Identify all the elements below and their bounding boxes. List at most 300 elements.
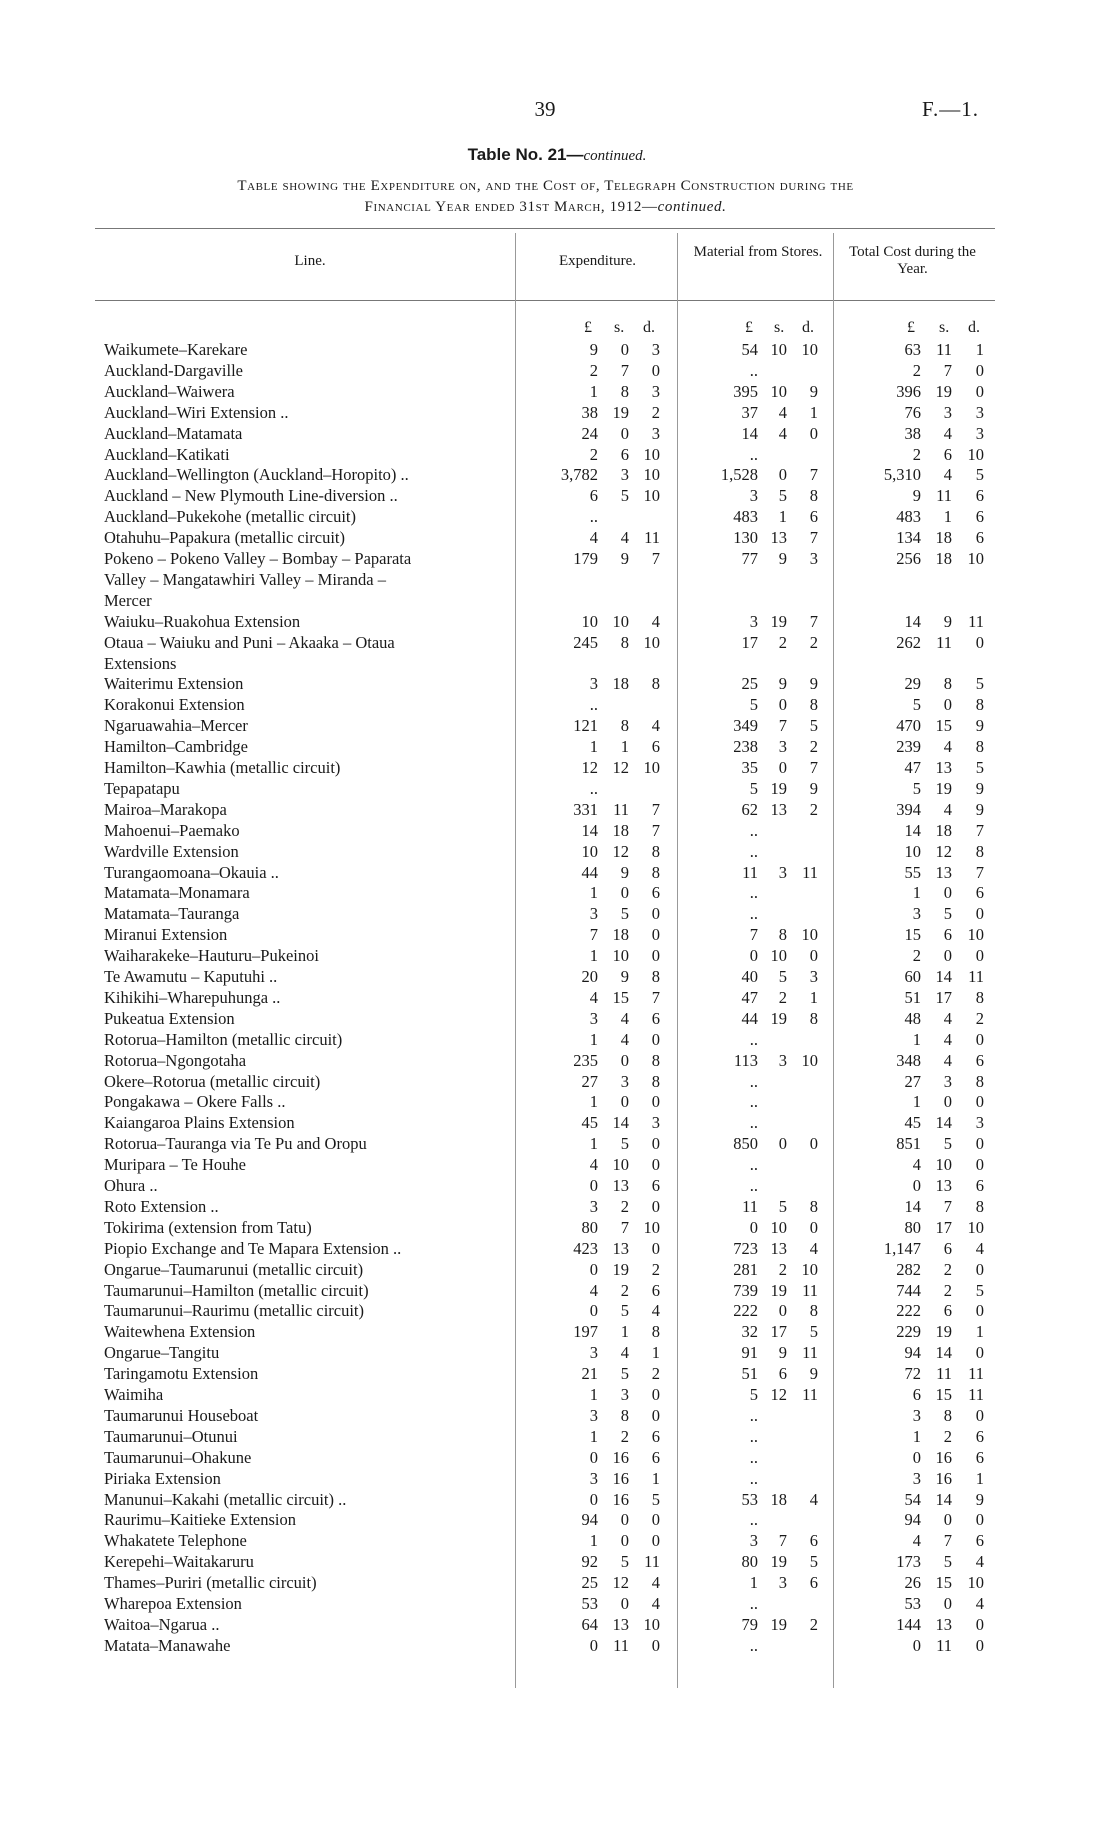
mat-shillings: 9	[778, 674, 787, 694]
exp-pence: 0	[651, 1134, 660, 1154]
exp-shillings: 4	[620, 1008, 629, 1028]
tot-pence: 2	[975, 1008, 984, 1028]
tot-shillings: 4	[943, 737, 952, 757]
line-name: Taumarunui–Raurimu (metallic circuit)	[104, 1301, 365, 1321]
line-name: Ongarue–Taumarunui (metallic circuit)	[104, 1259, 364, 1279]
line-name: Piopio Exchange and Te Mapara Extension ..	[104, 1238, 402, 1258]
exp-shillings: 0	[620, 1050, 629, 1070]
tot-pence: 1	[975, 1468, 984, 1488]
mat-pence: 9	[809, 778, 818, 798]
mat-pounds: 54	[741, 340, 758, 359]
unit-pound-exp: £	[584, 319, 592, 336]
exp-shillings: 16	[612, 1447, 629, 1467]
tot-shillings: 6	[943, 1238, 952, 1258]
mat-pence: 11	[802, 1343, 818, 1363]
tot-pence: 8	[975, 1071, 984, 1091]
exp-shillings: 15	[612, 987, 629, 1007]
table-row	[0, 1510, 1114, 1530]
tot-shillings: 14	[935, 1113, 952, 1133]
exp-pounds: 331	[573, 799, 598, 819]
mat-shillings: 7	[778, 1531, 787, 1551]
tot-shillings: 4	[943, 423, 952, 443]
exp-pounds: 3	[589, 674, 598, 694]
exp-pence: 11	[644, 528, 660, 548]
tot-pounds: 29	[904, 674, 921, 694]
tot-pence: 9	[975, 799, 984, 819]
tot-shillings: 5	[943, 1134, 952, 1154]
mat-pence: 5	[809, 716, 818, 736]
table-row	[0, 1322, 1114, 1342]
mat-pounds: 37	[741, 402, 758, 422]
tot-pence: 0	[975, 632, 984, 652]
mat-pounds: 32	[741, 1322, 758, 1342]
tot-pounds: 470	[896, 716, 921, 736]
exp-shillings: 5	[620, 904, 629, 924]
exp-shillings: 0	[620, 883, 629, 903]
exp-pounds: 121	[573, 716, 598, 736]
tot-shillings: 2	[943, 1426, 952, 1446]
mat-shillings: 5	[778, 486, 787, 506]
tot-pounds: 348	[896, 1050, 921, 1070]
table-row	[0, 842, 1114, 862]
tot-shillings: 9	[943, 611, 952, 631]
tot-pence: 10	[967, 925, 984, 945]
table-row	[0, 465, 1114, 485]
exp-shillings: 8	[620, 1405, 629, 1425]
tot-pounds: 76	[904, 402, 921, 422]
tot-shillings: 10	[935, 1155, 952, 1175]
line-name: Te Awamutu – Kaputuhi ..	[104, 967, 278, 986]
tot-pounds: 27	[904, 1071, 921, 1091]
mat-pounds: 238	[733, 737, 758, 757]
tot-pence: 0	[975, 1155, 984, 1175]
table-row	[0, 988, 1114, 1008]
exp-pounds: 44	[581, 862, 598, 882]
mat-shillings: 19	[770, 1552, 787, 1572]
tot-pounds: 134	[896, 528, 921, 548]
tot-pence: 8	[975, 1196, 984, 1216]
mat-pence: 11	[802, 1280, 818, 1300]
column-header-expenditure: Expenditure.	[558, 253, 637, 269]
exp-pounds: 45	[581, 1113, 598, 1133]
mat-pounds: 17	[741, 632, 758, 652]
mat-pounds: 5	[749, 1385, 758, 1404]
mat-shillings: 19	[770, 611, 787, 631]
tot-pounds: 744	[896, 1280, 921, 1300]
exp-pence: 0	[651, 904, 660, 924]
mat-shillings: 3	[778, 1050, 787, 1070]
tot-shillings: 19	[935, 381, 952, 401]
line-name: Valley – Mangatawhiri Valley – Miranda –	[104, 569, 386, 589]
mat-shillings: 0	[778, 465, 787, 485]
exp-pounds: ..	[589, 778, 598, 798]
tot-shillings: 4	[943, 1050, 952, 1070]
column-header-total: Total Cost during the Year.	[849, 244, 976, 277]
tot-shillings: 11	[936, 1364, 952, 1384]
mat-pounds: 5	[749, 695, 758, 715]
caption-line-2: Financial Year ended 31st March, 1912—continued.	[364, 199, 727, 215]
mat-pounds: 850	[733, 1134, 758, 1154]
line-name: Wardville Extension	[104, 841, 239, 861]
mat-shillings: 4	[778, 423, 787, 443]
exp-pence: 10	[643, 444, 660, 464]
mat-shillings: 1	[778, 507, 787, 527]
exp-pounds: 0	[589, 1447, 598, 1467]
tot-pounds: 63	[904, 340, 921, 359]
tot-shillings: 7	[943, 360, 952, 380]
mat-shillings: 10	[770, 946, 787, 966]
unit-pence-tot: d.	[968, 319, 980, 336]
tot-pounds: 0	[912, 1447, 921, 1467]
tot-shillings: 11	[936, 486, 952, 506]
mat-shillings: 19	[770, 778, 787, 798]
exp-pence: 0	[651, 1238, 660, 1258]
exp-shillings: 4	[620, 1029, 629, 1049]
line-name: Raurimu–Kaitieke Extension	[104, 1510, 296, 1530]
exp-pounds: 94	[581, 1510, 598, 1530]
tot-pounds: 51	[904, 987, 921, 1007]
column-header-material: Material from Stores.	[693, 244, 823, 260]
exp-shillings: 19	[612, 402, 629, 422]
table-row	[0, 549, 1114, 569]
exp-pence: 6	[651, 1008, 660, 1028]
table-row	[0, 1427, 1114, 1447]
tot-pence: 0	[975, 1614, 984, 1634]
line-name: Kerepehi–Waitakaruru	[104, 1552, 254, 1572]
exp-shillings: 9	[620, 549, 629, 568]
mat-pounds: ..	[749, 1071, 758, 1091]
exp-shillings: 13	[612, 1238, 629, 1258]
exp-pounds: 53	[581, 1594, 598, 1613]
tot-pence: 6	[975, 486, 984, 506]
table-row	[0, 1134, 1114, 1154]
tot-pounds: 4	[912, 1531, 921, 1551]
exp-pounds: 24	[581, 423, 598, 443]
tot-shillings: 3	[943, 1071, 952, 1091]
mat-shillings: 19	[770, 1614, 787, 1634]
unit-shilling-exp: s.	[614, 319, 625, 336]
tot-pounds: 0	[912, 1635, 921, 1655]
line-name: Waitoa–Ngarua ..	[104, 1614, 220, 1634]
document-code: F.—1.	[922, 97, 979, 121]
table-title-continued: continued.	[583, 148, 647, 164]
exp-shillings: 9	[620, 967, 629, 986]
exp-shillings: 8	[620, 381, 629, 401]
exp-pounds: 0	[589, 1176, 598, 1195]
tot-pence: 6	[975, 883, 984, 903]
mat-pounds: 1	[749, 1573, 758, 1593]
exp-pounds: 0	[589, 1489, 598, 1509]
table-row	[0, 1636, 1114, 1656]
exp-pounds: 10	[581, 611, 598, 631]
tot-pounds: 48	[904, 1008, 921, 1028]
tot-pounds: 256	[896, 549, 921, 568]
line-name: Hamilton–Cambridge	[104, 737, 248, 757]
exp-pounds: 1	[589, 946, 598, 966]
mat-pounds: 62	[741, 799, 758, 819]
tot-pence: 0	[975, 1405, 984, 1425]
exp-pounds: 1	[589, 1029, 598, 1049]
tot-shillings: 14	[935, 1343, 952, 1363]
tot-shillings: 18	[935, 549, 952, 568]
tot-pence: 6	[975, 1426, 984, 1446]
tot-shillings: 4	[943, 1029, 952, 1049]
mat-pounds: ..	[749, 841, 758, 861]
mat-pounds: ..	[749, 1635, 758, 1655]
exp-pounds: 92	[581, 1552, 598, 1572]
exp-shillings: 0	[620, 1510, 629, 1530]
tot-shillings: 13	[935, 1614, 952, 1634]
mat-pounds: 113	[733, 1050, 758, 1070]
table-row	[0, 1239, 1114, 1259]
exp-pounds: 0	[589, 1301, 598, 1321]
tot-pence: 5	[975, 465, 984, 485]
tot-shillings: 6	[943, 925, 952, 945]
exp-pence: 4	[651, 1594, 660, 1613]
line-name: Auckland–Waiwera	[104, 381, 235, 401]
line-name: Kihikihi–Wharepuhunga ..	[104, 987, 281, 1007]
mat-shillings: 2	[778, 987, 787, 1007]
mat-pence: 9	[809, 1364, 818, 1384]
exp-pence: 7	[651, 987, 660, 1007]
tot-pounds: 2	[912, 946, 921, 966]
caption-line-1: Table showing the Expenditure on, and the Cost of, Telegraph Construction during the	[237, 178, 854, 194]
tot-pounds: 72	[904, 1364, 921, 1384]
exp-shillings: 11	[613, 1635, 629, 1655]
tot-pence: 4	[975, 1238, 984, 1258]
line-name: Rotorua–Hamilton (metallic circuit)	[104, 1029, 343, 1049]
mat-pounds: 7	[749, 925, 758, 945]
table-row	[0, 946, 1114, 966]
mat-pounds: ..	[749, 1468, 758, 1488]
tot-pounds: 2	[912, 360, 921, 380]
mat-pounds: ..	[749, 1029, 758, 1049]
mat-pounds: 5	[749, 778, 758, 798]
mat-pounds: ..	[749, 1405, 758, 1425]
line-name: Kaiangaroa Plains Extension	[104, 1113, 295, 1133]
line-name: Waikumete–Karekare	[104, 340, 248, 359]
mat-shillings: 3	[778, 1573, 787, 1593]
tot-shillings: 17	[935, 987, 952, 1007]
tot-pence: 10	[967, 549, 984, 568]
line-name: Miranui Extension	[104, 925, 228, 945]
mat-pence: 4	[809, 1238, 818, 1258]
tot-pence: 3	[975, 1113, 984, 1133]
tot-pence: 0	[975, 381, 984, 401]
exp-pence: 0	[651, 1510, 660, 1530]
table-row	[0, 1260, 1114, 1280]
exp-pounds: 80	[581, 1217, 598, 1237]
exp-pounds: 12	[581, 758, 598, 777]
tot-pounds: 262	[896, 632, 921, 652]
tot-shillings: 3	[943, 402, 952, 422]
exp-pounds: 235	[573, 1050, 598, 1070]
line-name: Ongarue–Tangitu	[104, 1343, 220, 1363]
tot-pence: 1	[975, 340, 984, 359]
mat-pence: 9	[809, 381, 818, 401]
line-name: Thames–Puriri (metallic circuit)	[104, 1573, 317, 1593]
mat-pounds: 3	[749, 486, 758, 506]
line-name: Extensions	[104, 653, 177, 673]
mat-pounds: 11	[742, 862, 758, 882]
exp-shillings: 10	[612, 946, 629, 966]
exp-shillings: 4	[620, 528, 629, 548]
table-row	[0, 1301, 1114, 1321]
tot-shillings: 8	[943, 1405, 952, 1425]
exp-shillings: 0	[620, 423, 629, 443]
tot-pence: 7	[975, 862, 984, 882]
mat-pounds: 91	[741, 1343, 758, 1363]
exp-pence: 0	[651, 925, 660, 945]
mat-pence: 10	[801, 340, 818, 359]
tot-shillings: 4	[943, 465, 952, 485]
line-name: Otaua – Waiuku and Puni – Akaaka – Otaua	[104, 632, 395, 652]
mat-pounds: 349	[733, 716, 758, 736]
tot-pence: 1	[975, 1322, 984, 1342]
tot-pounds: 6	[912, 1385, 921, 1404]
tot-pounds: 15	[904, 925, 921, 945]
tot-pence: 9	[975, 716, 984, 736]
mat-shillings: 0	[778, 1301, 787, 1321]
exp-pounds: 1	[589, 1092, 598, 1112]
line-name: Otahuhu–Papakura (metallic circuit)	[104, 528, 345, 548]
tot-pounds: 94	[904, 1510, 921, 1530]
exp-pence: 8	[651, 674, 660, 694]
tot-pounds: 1	[912, 1426, 921, 1446]
exp-shillings: 14	[612, 1113, 629, 1133]
tot-pence: 4	[975, 1594, 984, 1613]
tot-pence: 8	[975, 695, 984, 715]
exp-shillings: 5	[620, 486, 629, 506]
table-row	[0, 674, 1114, 694]
tot-pounds: 483	[896, 507, 921, 527]
mat-pence: 5	[809, 1322, 818, 1342]
mat-pence: 8	[809, 1301, 818, 1321]
table-row	[0, 340, 1114, 360]
tot-pence: 0	[975, 1301, 984, 1321]
mat-pounds: 11	[742, 1196, 758, 1216]
tot-pence: 8	[975, 841, 984, 861]
mat-pence: 7	[809, 758, 818, 777]
mat-shillings: 13	[770, 528, 787, 548]
tot-pounds: 1	[912, 1029, 921, 1049]
mat-pounds: ..	[749, 820, 758, 840]
table-title	[0, 145, 1114, 165]
tot-pence: 6	[975, 1050, 984, 1070]
table-row	[0, 883, 1114, 903]
tot-shillings: 15	[935, 1573, 952, 1593]
exp-pence: 6	[651, 1176, 660, 1195]
table-row	[0, 1176, 1114, 1196]
mat-pounds: 3	[749, 1531, 758, 1551]
tot-pence: 3	[975, 423, 984, 443]
mat-pounds: 80	[741, 1552, 758, 1572]
mat-pounds: 1,528	[720, 465, 758, 485]
exp-pounds: 3	[589, 904, 598, 924]
tot-pounds: 5	[912, 778, 921, 798]
exp-pence: 0	[651, 1196, 660, 1216]
table-row	[0, 445, 1114, 465]
table-row	[0, 528, 1114, 548]
unit-shilling-tot: s.	[939, 319, 950, 336]
tot-pence: 5	[975, 758, 984, 777]
table-row	[0, 716, 1114, 736]
mat-pence: 0	[809, 1134, 818, 1154]
mat-shillings: 0	[778, 1134, 787, 1154]
mat-pounds: 53	[741, 1489, 758, 1509]
tot-shillings: 11	[936, 632, 952, 652]
tot-pence: 4	[975, 1552, 984, 1572]
line-name: Okere–Rotorua (metallic circuit)	[104, 1071, 321, 1091]
exp-pence: 0	[651, 1635, 660, 1655]
mat-shillings: 0	[778, 695, 787, 715]
line-name: Taumarunui–Ohakune	[104, 1447, 252, 1467]
exp-pence: 0	[651, 1531, 660, 1551]
exp-pence: 8	[651, 967, 660, 986]
exp-shillings: 3	[620, 1071, 629, 1091]
exp-shillings: 16	[612, 1468, 629, 1488]
tot-shillings: 0	[943, 1510, 952, 1530]
tot-pounds: 14	[904, 1196, 921, 1216]
exp-shillings: 5	[620, 1301, 629, 1321]
table-row	[0, 1343, 1114, 1363]
table-row	[0, 424, 1114, 444]
table-row	[0, 1009, 1114, 1029]
mat-shillings: 3	[778, 737, 787, 757]
tot-pounds: 282	[896, 1259, 921, 1279]
mat-pence: 2	[809, 632, 818, 652]
tot-pounds: 0	[912, 1176, 921, 1195]
tot-shillings: 4	[943, 1008, 952, 1028]
exp-pounds: 1	[589, 1531, 598, 1551]
mat-pence: 6	[809, 1573, 818, 1593]
table-row	[0, 1092, 1114, 1112]
mat-pounds: 483	[733, 507, 758, 527]
tot-pounds: 10	[904, 841, 921, 861]
table-row	[0, 967, 1114, 987]
mat-shillings: 12	[770, 1385, 787, 1404]
exp-shillings: 18	[612, 674, 629, 694]
tot-pounds: 94	[904, 1343, 921, 1363]
mat-pence: 10	[801, 1259, 818, 1279]
tot-pence: 8	[975, 737, 984, 757]
mat-pounds: 723	[733, 1238, 758, 1258]
tot-pence: 9	[975, 778, 984, 798]
tot-pence: 6	[975, 1447, 984, 1467]
exp-pence: 4	[651, 1301, 660, 1321]
table-row	[0, 863, 1114, 883]
line-name: Taumarunui–Hamilton (metallic circuit)	[104, 1280, 369, 1300]
mat-pounds: ..	[749, 904, 758, 924]
line-name: Roto Extension ..	[104, 1196, 219, 1216]
line-name: Waimiha	[104, 1385, 164, 1404]
tot-pounds: 3	[912, 904, 921, 924]
mat-pence: 0	[809, 946, 818, 966]
tot-pence: 0	[975, 946, 984, 966]
tot-shillings: 6	[943, 1301, 952, 1321]
tot-pounds: 173	[896, 1552, 921, 1572]
mat-shillings: 5	[778, 1196, 787, 1216]
exp-pounds: 0	[589, 1635, 598, 1655]
table-row	[0, 1448, 1114, 1468]
tot-pounds: 80	[904, 1217, 921, 1237]
line-name: Manunui–Kakahi (metallic circuit) ..	[104, 1489, 347, 1509]
mat-pounds: 14	[741, 423, 758, 443]
tot-pounds: 239	[896, 737, 921, 757]
exp-pounds: 64	[581, 1614, 598, 1634]
mat-pence: 5	[809, 1552, 818, 1572]
tot-pounds: 5,310	[883, 465, 921, 485]
